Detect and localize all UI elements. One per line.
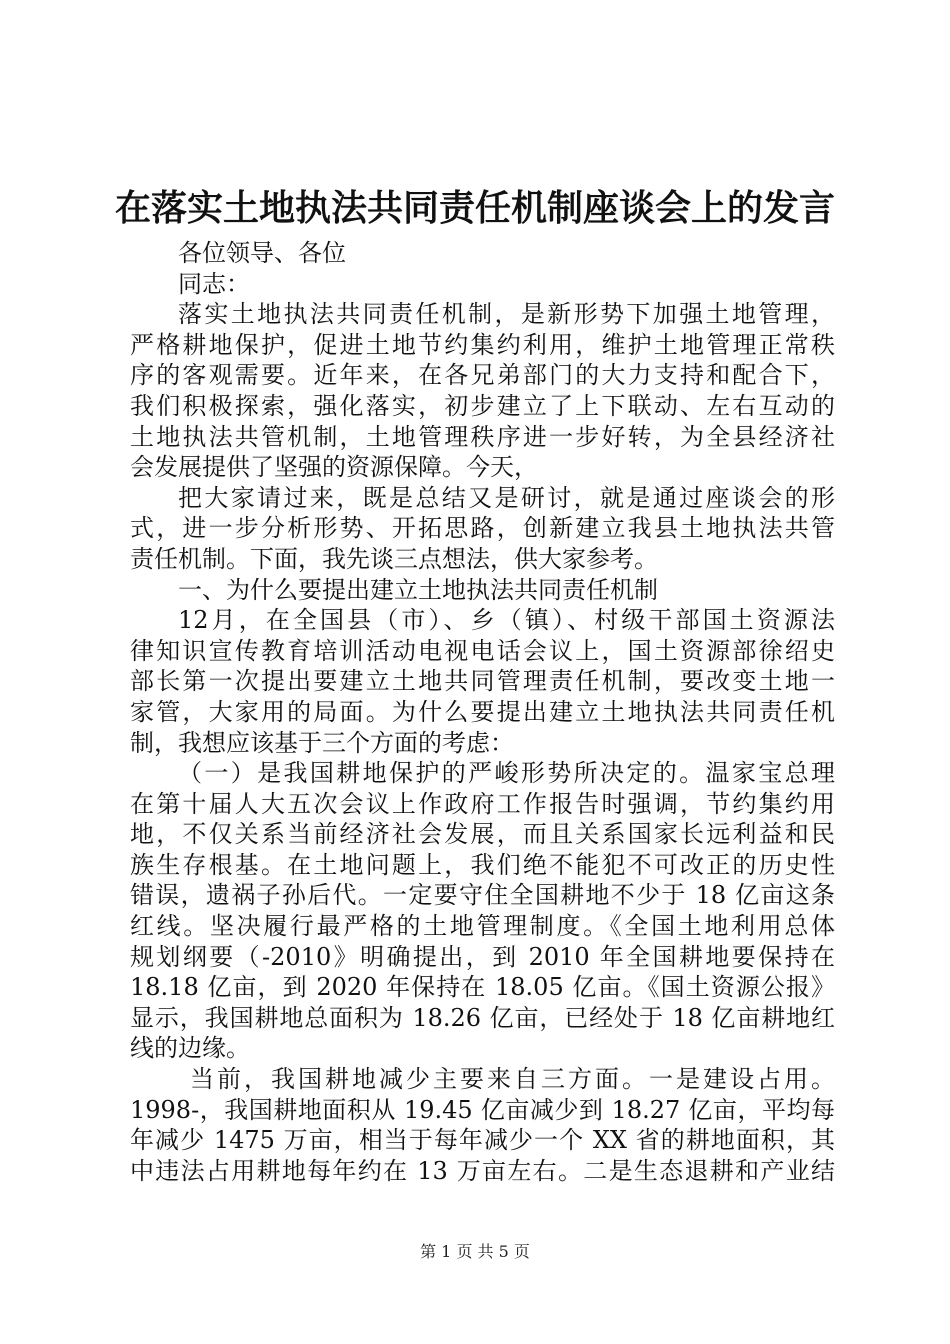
text-line: 线的边缘。 [130,1034,250,1063]
text-line: 家管，大家用的局面。为什么要提出建立土地执法共同责任机 [130,697,835,726]
text-line: 18.18 亿亩，到 2020 年保持在 18.05 亿亩。《国土资源公报》 [130,973,835,1002]
text-line: 年减少 1475 万亩，相当于每年减少一个 XX 省的耕地面积，其 [130,1126,835,1155]
text-line: 12月，在全国县（市）、乡（镇）、村级干部国土资源法 [178,606,835,635]
text-line: 严格耕地保护，促进土地节约集约利用，维护土地管理正常秩 [130,330,835,359]
text-line: 土地执法共管机制，土地管理秩序进一步好转，为全县经济社 [130,422,835,451]
text-line: 规划纲要（-2010》明确提出，到 2010 年全国耕地要保持在 [130,942,835,971]
text-line: 地，不仅关系当前经济社会发展，而且关系国家长远利益和民 [130,820,835,849]
text-line: 责任机制。下面，我先谈三点想法，供大家参考。 [130,544,658,573]
text-line: 红线。坚决履行最严格的土地管理制度。《全国土地利用总体 [130,912,835,941]
text-line: 错误，遗祸子孙后代。一定要守住全国耕地不少于 18 亿亩这条 [130,881,835,910]
text-line: 同志： [178,269,250,298]
text-line: 律知识宣传教育培训活动电视电话会议上，国土资源部徐绍史 [130,636,835,665]
text-line: 会发展提供了坚强的资源保障。今天， [130,453,538,482]
text-line: 序的客观需要。近年来，在各兄弟部门的大力支持和配合下， [130,361,835,390]
document-body [130,238,835,1186]
text-line: 当前，我国耕地减少主要来自三方面。一是建设占用。 [190,1065,835,1094]
text-line: 显示，我国耕地总面积为 18.26 亿亩，已经处于 18 亿亩耕地红 [130,1003,835,1032]
text-line: （一）是我国耕地保护的严峻形势所决定的。温家宝总理 [178,759,835,788]
text-line: 把大家请过来，既是总结又是研讨，就是通过座谈会的形 [178,483,835,512]
page-footer: 第 1 页 共 5 页 [420,1242,530,1261]
text-line: 族生存根基。在土地问题上，我们绝不能犯不可改正的历史性 [130,850,835,879]
text-line: 在第十届人大五次会议上作政府工作报告时强调，节约集约用 [130,789,835,818]
text-line: 部长第一次提出要建立土地共同管理责任机制，要改变土地一 [130,667,835,696]
text-line: 一、为什么要提出建立土地执法共同责任机制 [178,575,658,604]
text-line: 中违法占用耕地每年约在 13 万亩左右。二是生态退耕和产业结 [130,1156,835,1185]
text-line: 我们积极探索，强化落实，初步建立了上下联动、左右互动的 [130,391,835,420]
text-line: 式，进一步分析形势、开拓思路，创新建立我县土地执法共管 [130,514,835,543]
document-title: 在落实土地执法共同责任机制座谈会上的发言 [114,187,835,229]
text-line: 1998-，我国耕地面积从 19.45 亿亩减少到 18.27 亿亩，平均每 [130,1095,835,1124]
text-line: 各位领导、各位 [178,239,346,267]
text-line: 制，我想应该基于三个方面的考虑： [130,728,514,757]
text-line: 落实土地执法共同责任机制，是新形势下加强土地管理， [178,300,835,329]
